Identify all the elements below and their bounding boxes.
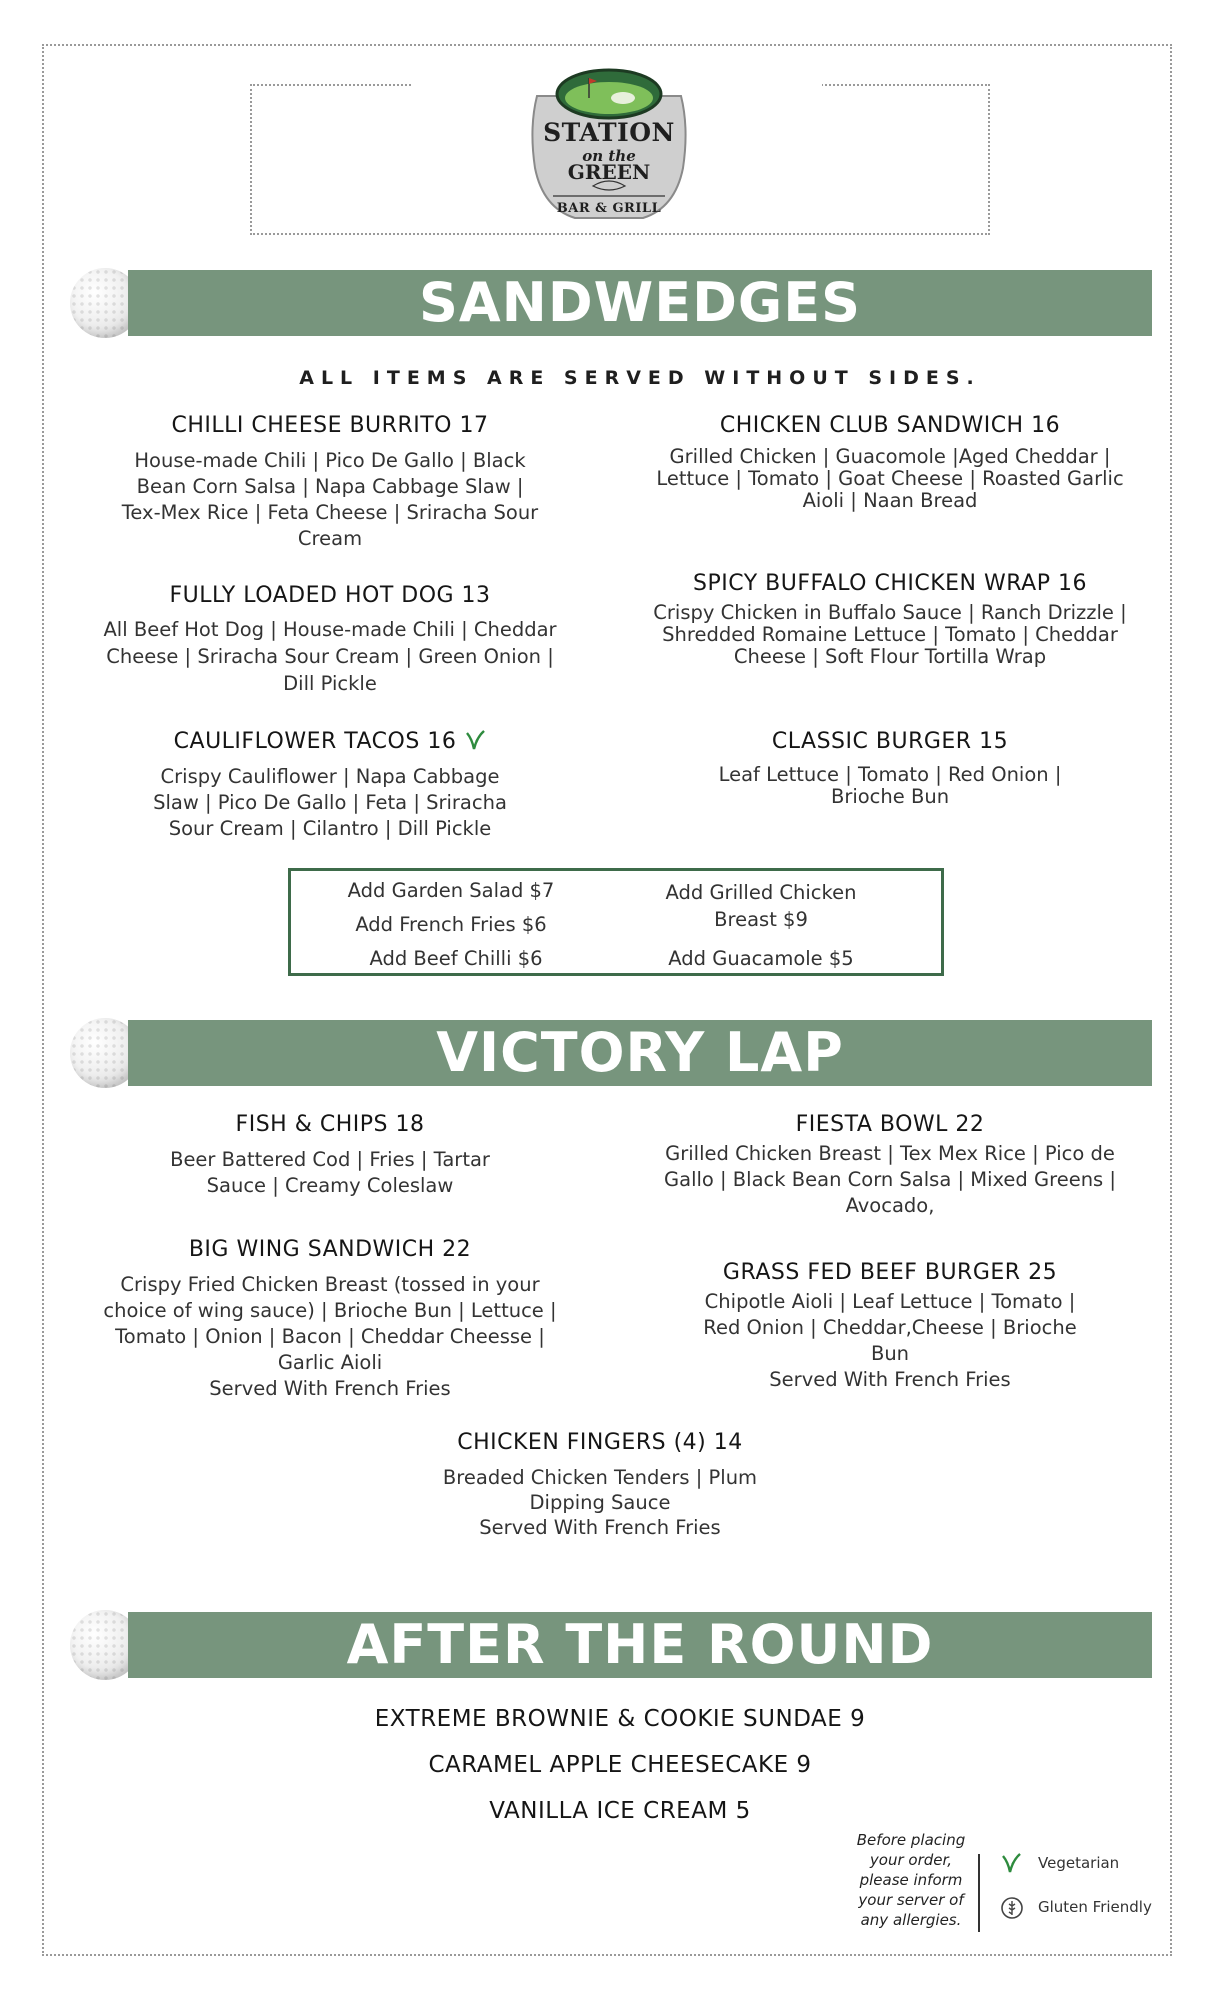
legend-divider [978,1854,980,1932]
addon-french-fries: Add French Fries $6 [355,913,547,936]
item-description: Crispy Chicken in Buffalo Sauce | Ranch Drizzle | Shredded Romaine Lettuce | Tomato | Cheddar Cheese | Soft Flour Tortilla Wrap [653,601,1127,668]
item-description: Grilled Chicken Breast | Tex Mex Rice | Pico de Gallo | Black Bean Corn Salsa | Mixed Greens | Avocado, [664,1142,1116,1217]
item-description: Breaded Chicken Tenders | Plum Dipping Sauce [442,1466,758,1514]
menu-item [100,1237,560,1402]
menu-item [640,729,1140,808]
item-description: Grilled Chicken | Guacomole |Aged Cheddar | Lettuce | Tomato | Goat Cheese | Roasted Garlic Aioli | Naan Bread [656,445,1124,512]
section-title-victory-lap: VICTORY LAP [128,1020,1152,1086]
menu-item [100,583,560,697]
item-name: FISH & CHIPS 18 [235,1112,425,1137]
item-name: FULLY LOADED HOT DOG 13 [169,583,491,608]
dessert-item: CARAMEL APPLE CHEESECAKE 9 [428,1752,812,1778]
section-title-sandwedges: SANDWEDGES [128,270,1152,336]
menu-item [100,1112,560,1199]
item-description: Chipotle Aioli | Leaf Lettuce | Tomato | Red Onion | Cheddar,Cheese | Brioche Bun [703,1290,1077,1365]
item-name: SPICY BUFFALO CHICKEN WRAP 16 [693,571,1087,596]
item-description: Leaf Lettuce | Tomato | Red Onion | Brioche Bun [718,763,1062,808]
menu-item [100,413,560,552]
item-description: Beer Battered Cod | Fries | Tartar Sauce | Creamy Coleslaw [170,1148,490,1197]
station-on-the-green-logo [523,68,695,226]
section-title-after-the-round: AFTER THE ROUND [128,1612,1152,1678]
legend-vegetarian-label: Vegetarian [1038,1854,1120,1872]
allergy-note: Before placing your order, please inform your server of any allergies. [856,1831,966,1929]
item-name-text: CAULIFLOWER TACOS 16 [173,729,457,754]
legend-gluten-friendly [1000,1896,1152,1924]
item-name: CLASSIC BURGER 15 [771,729,1009,754]
item-name [100,729,560,754]
addon-garden-salad: Add Garden Salad $7 [347,879,555,902]
addon-guacamole: Add Guacamole $5 [668,947,854,970]
item-side: Served With French Fries [479,1516,721,1539]
menu-item [640,413,1140,512]
item-name: CHILLI CHEESE BURRITO 17 [171,413,489,438]
legend-gluten-label: Gluten Friendly [1038,1898,1152,1916]
item-description: All Beef Hot Dog | House-made Chili | Cheddar Cheese | Sriracha Sour Cream | Green Onion | Dill Pickle [103,618,557,695]
sides-note: ALL ITEMS ARE SERVED WITHOUT SIDES. [299,367,981,389]
vegetarian-icon [464,729,486,751]
addon-beef-chilli: Add Beef Chilli $6 [369,947,543,970]
item-description: Crispy Fried Chicken Breast (tossed in your choice of wing sauce) | Brioche Bun | Lettuce | Tomato | Onion | Bacon | Cheddar Cheesse | Garlic Aioli [103,1273,557,1374]
menu-item [100,729,560,842]
add-ons-box [288,868,944,976]
item-side: Served With French Fries [209,1377,451,1400]
dessert-item: EXTREME BROWNIE & COOKIE SUNDAE 9 [374,1706,866,1732]
item-name: CHICKEN CLUB SANDWICH 16 [719,413,1061,438]
menu-item [640,1260,1140,1393]
item-description: House-made Chili | Pico De Gallo | Black Bean Corn Salsa | Napa Cabbage Slaw | Tex-Mex Rice | Feta Cheese | Sriracha Sour Cream [121,449,539,550]
menu-item [640,1112,1140,1219]
vegetarian-icon [1000,1852,1022,1874]
item-name: GRASS FED BEEF BURGER 25 [722,1260,1058,1285]
addon-grilled-chicken: Add Grilled Chicken Breast $9 [665,881,857,931]
legend-vegetarian [1000,1852,1120,1878]
item-name: FIESTA BOWL 22 [795,1112,985,1137]
menu-item [350,1430,850,1540]
item-side: Served With French Fries [769,1368,1011,1391]
logo-text-bar-grill: BAR & GRILL [556,201,662,216]
dessert-item: VANILLA ICE CREAM 5 [489,1798,751,1824]
menu-item [640,571,1140,668]
logo-text-on-the: on the [582,147,636,165]
item-name: BIG WING SANDWICH 22 [188,1237,472,1262]
logo-text-station: STATION [543,118,675,147]
item-name: CHICKEN FINGERS (4) 14 [457,1430,743,1455]
item-description: Crispy Cauliflower | Napa Cabbage Slaw | Pico De Gallo | Feta | Sriracha Sour Cream | Cilantro | Dill Pickle [153,765,507,840]
logo-text-green: GREEN [567,160,651,184]
gluten-friendly-icon [1000,1896,1024,1920]
